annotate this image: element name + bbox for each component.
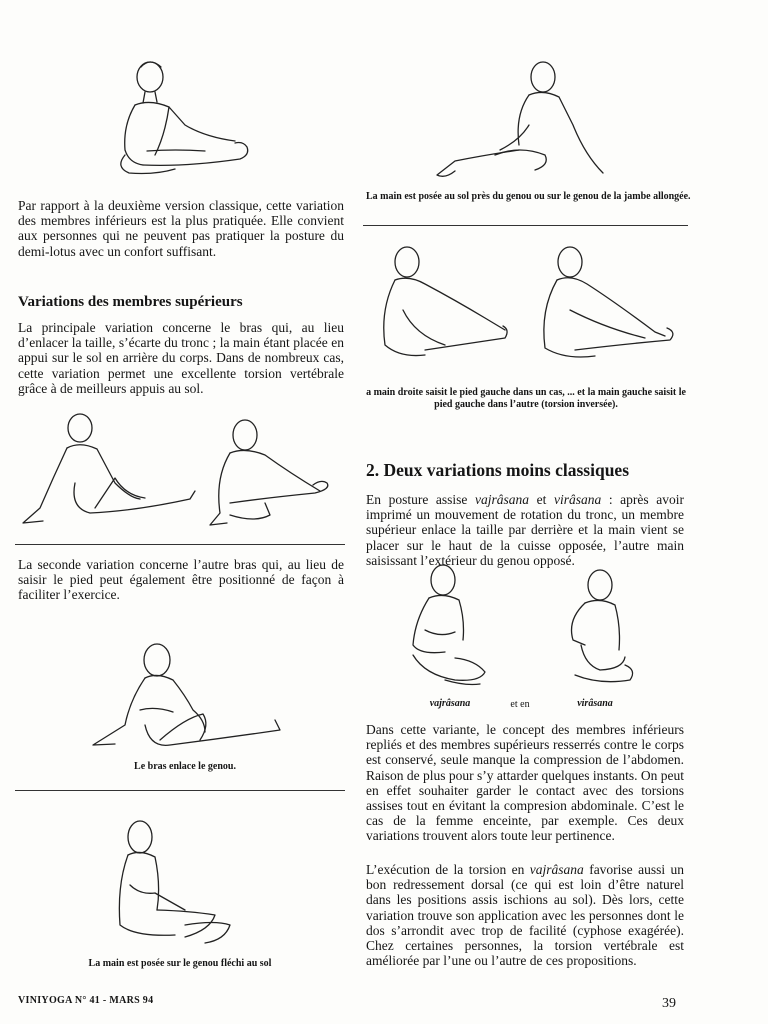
caption-arm-wraps-knee: Le bras enlace le genou. — [134, 761, 236, 772]
figure-hand-on-bent-knee — [85, 815, 295, 950]
divider-rule — [15, 544, 345, 545]
paragraph-variation-lower-limbs: Par rapport à la deuxième version classique, cette variation des membres inférieurs est la plus pratiquée. Elle convient aux personnes qui ne peuvent pas pratiquer la posture du demi-lotus avec un confort suffisant. — [18, 198, 344, 259]
divider-rule — [15, 790, 345, 791]
figure-vajrasana — [385, 560, 515, 695]
figure-hand-on-floor — [425, 55, 610, 190]
footer-publication: VINIYOGA N° 41 - MARS 94 — [18, 995, 154, 1006]
caption-right-hand-holds-foot: a main droite saisit le pied gauche dans un cas, ... et la main gauche saisit le pied gauche dans l’autre (torsion inversée). — [366, 387, 686, 410]
term-virasana: virâsana — [553, 492, 602, 507]
heading-upper-limb-variations: Variations des membres supérieurs — [18, 294, 243, 310]
paragraph-vajrasana-execution: L’exécution de la torsion en vajrâsana favorise aussi un bon redressement dorsal (ce qui est loin d’être naturel dans les positions assis ischions au sol). Dès lors, cette variation trouve son application avec les personnes dont le dos s’arrondit avec trop de facilité (cyphose exagérée). Chez certaines personnes, la torsion vertébrale est améliorée par l’une ou l’autre de ces propositions. — [366, 862, 684, 969]
paragraph-second-variation: La seconde variation concerne l’autre bras qui, au lieu de saisir le pied peut également être positionné de façon à faciliter l’exercice. — [18, 557, 344, 603]
section-heading-two-variations: 2. Deux variations moins classiques — [366, 460, 630, 480]
label-vajrasana: vajrâsana — [429, 698, 471, 709]
paragraph-seated-postures: En posture assise vajrâsana et virâsana : après avoir imprimé un mouvement de rotation du tronc, un membre supérieur enlace la taille par derrière et la main vient se placer sur le haut de la cuisse opposée, l’autre main saisissant l’extérieur du genou opposé. — [366, 492, 684, 568]
term-vajrasana: vajrâsana — [529, 862, 584, 877]
figure-arm-wraps-knee — [85, 640, 285, 760]
paragraph-main-variation: La principale variation concerne le bras qui, au lieu d’enlacer la taille, s’écarte du tronc ; la main étant placée en appui sur le sol en arrière du corps. Dans de nombreux cas, cette variation permet une excellente torsion vertébrale grâce à de meilleurs appuis au sol. — [18, 320, 344, 396]
paragraph-variant-concept: Dans cette variante, le concept des membres inférieurs repliés et des membres supérieurs resserrés contre le corps est conservé, seule manque la compression de l’abdomen. Raison de plus pour s’y attarder quelques instants. On peut en effet souhaiter garder le contact avec des torsions assises tout en évitant la compresion abdominale. C’est le cas de la femme enceinte, par exemple. Ces deux variations trouvent alors toute leur pertinence. — [366, 722, 684, 844]
caption-hand-on-bent-knee: La main est posée sur le genou fléchi au sol — [88, 958, 272, 969]
term-vajrasana: vajrâsana — [475, 492, 530, 507]
label-et-en: et en — [510, 699, 530, 710]
figure-two-seated-twists — [15, 403, 345, 533]
page-number: 39 — [662, 996, 676, 1011]
caption-hand-on-floor: La main est posée au sol près du genou ou sur le genou de la jambe allongée. — [366, 191, 691, 202]
figure-two-hand-holds-foot — [365, 240, 685, 380]
figure-seated-twist-extended-leg — [95, 55, 260, 180]
label-virasana: virâsana — [577, 698, 613, 709]
figure-virasana — [545, 565, 645, 695]
divider-rule — [363, 225, 688, 226]
